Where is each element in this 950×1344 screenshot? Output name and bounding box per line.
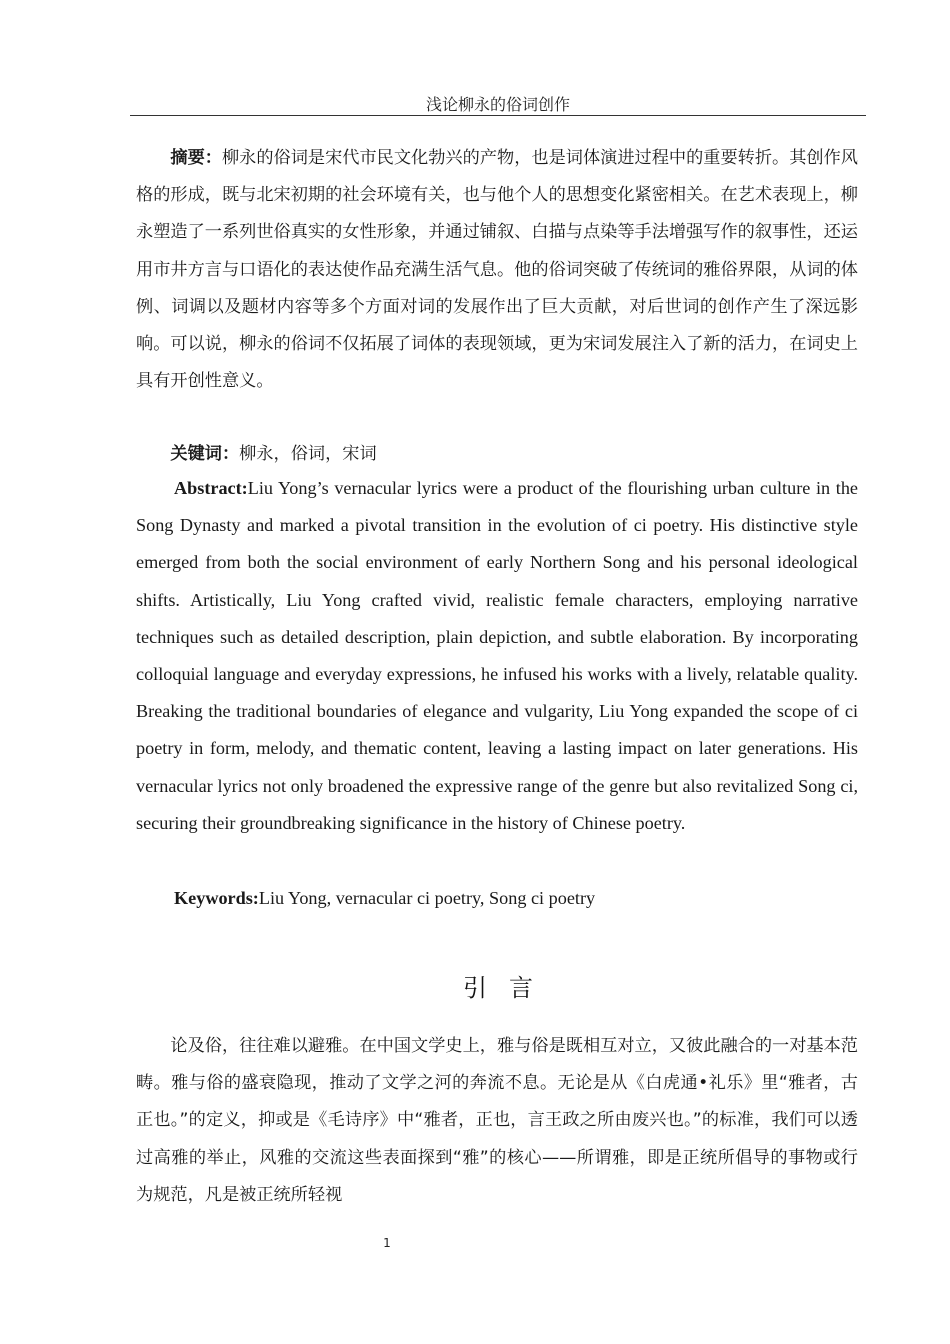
abstract-en-label: Abstract: — [174, 478, 248, 498]
header-divider — [130, 115, 866, 116]
abstract-en-paragraph — [136, 470, 858, 842]
abstract-cn-paragraph — [136, 140, 858, 400]
keywords-cn-paragraph — [136, 436, 858, 473]
introduction-heading: 引言 — [463, 974, 555, 1002]
keywords-cn-text: 柳永，俗词，宋词 — [239, 444, 377, 464]
keywords-cn-label: 关键词： — [170, 444, 240, 464]
introduction-paragraph: 论及俗，往往难以避雅。在中国文学史上，雅与俗是既相互对立，又彼此融合的一对基本范畴。雅与俗的盛衰隐现，推动了文学之河的奔流不息。无论是从《白虎通•礼乐》里“雅者，古正也。”的定义，抑或是《毛诗序》中“雅者，正也，言王政之所由废兴也。”的标准，我们可以透过高雅的举止，风雅的交流这些表面探到“雅”的核心——所谓雅，即是正统所倡导的事物或行为规范，凡是被正统所轻视 — [136, 1036, 858, 1205]
abstract-cn-label: 摘要： — [170, 148, 222, 168]
keywords-en-text: Liu Yong, vernacular ci poetry, Song ci poetry — [258, 888, 596, 908]
keywords-en-label: Keywords: — [174, 888, 259, 908]
keywords-en-paragraph — [136, 880, 858, 917]
page-number: 1 — [383, 1236, 391, 1250]
abstract-en-text: Liu Yong’s vernacular lyrics were a product of the flourishing urban culture in the Song Dynasty and marked a pivotal transition in the evolution of ci poetry. His distinctive style emerged from both the social environment of early Northern Song and his personal ideological shifts. Artistically, Liu Yong crafted vivid, realistic female characters, employing narrative techniques such as detailed description, plain depiction, and subtle elaboration. By incorporating colloquial language and everyday expressions, he infused his works with a lively, relatable quality. Breaking the traditional boundaries of elegance and vulgarity, Liu Yong expanded the scope of ci poetry in form, melody, and thematic content, leaving a lasting impact on later generations. His vernacular lyrics not only broadened the expressive range of the genre but also revitalized Song ci, securing their groundbreaking significance in the history of Chinese poetry. — [136, 478, 858, 833]
running-header-title: 浅论柳永的俗词创作 — [425, 95, 570, 114]
abstract-cn-text: 柳永的俗词是宋代市民文化勃兴的产物，也是词体演进过程中的重要转折。其创作风格的形成，既与北宋初期的社会环境有关，也与他个人的思想变化紧密相关。在艺术表现上，柳永塑造了一系列世俗真实的女性形象，并通过铺叙、白描与点染等手法增强写作的叙事性，还运用市井方言与口语化的表达使作品充满生活气息。他的俗词突破了传统词的雅俗界限，从词的体例、词调以及题材内容等多个方面对词的发展作出了巨大贡献，对后世词的创作产生了深远影响。可以说，柳永的俗词不仅拓展了词体的表现领域，更为宋词发展注入了新的活力，在词史上具有开创性意义。 — [136, 148, 858, 392]
